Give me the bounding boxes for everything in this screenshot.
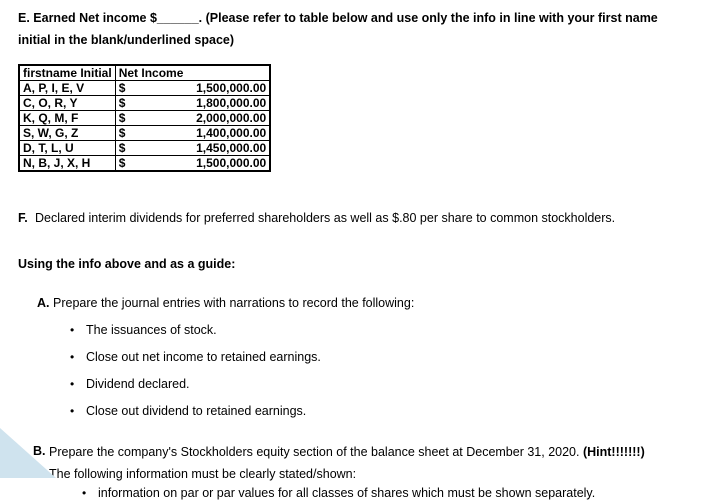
amount-cell: [115, 141, 270, 156]
task-a-bullet-text: Close out net income to retained earnings.: [86, 350, 321, 364]
bullet-icon: •: [70, 404, 75, 418]
currency-symbol: $: [118, 81, 126, 95]
task-a: [37, 293, 688, 314]
task-a-bullet: [70, 323, 688, 337]
question-f-label: F.: [18, 211, 28, 225]
guide-heading: Using the info above and as a guide:: [18, 257, 236, 271]
bullet-icon: •: [70, 377, 75, 391]
question-f-text: Declared interim dividends for preferred shareholders as well as $.80 per share to common stockholders.: [35, 211, 616, 225]
task-a-bullet: [70, 350, 688, 364]
initials-cell: D, T, L, U: [19, 141, 115, 156]
task-a-bullet: [70, 377, 688, 391]
question-e-text: E. Earned Net income $______. (Please refer to table below and use only the info in line with your first name initial in the blank/underlined space): [18, 11, 658, 47]
task-a-bullet: [70, 404, 688, 418]
task-a-label: A.: [37, 296, 50, 310]
bullet-icon: •: [82, 486, 87, 500]
hint-text: (Hint!!!!!!!): [582, 445, 645, 459]
table-row: [19, 126, 270, 141]
table-row: [19, 156, 270, 172]
task-b-label: B.: [33, 444, 46, 458]
currency-symbol: $: [118, 141, 126, 155]
initials-cell: C, O, R, Y: [19, 96, 115, 111]
amount-value: 1,400,000.00: [196, 126, 267, 140]
currency-symbol: $: [118, 156, 126, 170]
amount-value: 1,800,000.00: [196, 96, 267, 110]
currency-symbol: $: [118, 96, 126, 110]
initials-cell: K, Q, M, F: [19, 111, 115, 126]
task-b-text-after-hint: The following information must be clearly stated/shown:: [49, 467, 357, 481]
task-b-bullet-list: [82, 486, 688, 500]
table-row: [19, 111, 270, 126]
initials-cell: A, P, I, E, V: [19, 81, 115, 96]
task-b-text: [49, 441, 649, 485]
task-a-bullet-text: Dividend declared.: [86, 377, 190, 391]
task-a-bullet-text: The issuances of stock.: [86, 323, 217, 337]
question-f: [18, 208, 688, 229]
currency-symbol: $: [118, 111, 126, 125]
table-row: [19, 81, 270, 96]
amount-cell: [115, 111, 270, 126]
task-a-bullet-list: [70, 323, 688, 418]
amount-value: 1,450,000.00: [196, 141, 267, 155]
header-firstname-initial: firstname Initial: [19, 65, 115, 81]
task-a-bullet-text: Close out dividend to retained earnings.: [86, 404, 307, 418]
task-b-text-before-hint: Prepare the company's Stockholders equity section of the balance sheet at December 31, 2020.: [49, 445, 580, 459]
amount-value: 2,000,000.00: [196, 111, 267, 125]
task-a-text: Prepare the journal entries with narrations to record the following:: [53, 296, 415, 310]
corner-decoration-triangle: [0, 428, 56, 478]
initials-cell: N, B, J, X, H: [19, 156, 115, 172]
task-b-bullet: [82, 486, 688, 500]
currency-symbol: $: [118, 126, 126, 140]
initials-cell: S, W, G, Z: [19, 126, 115, 141]
amount-cell: [115, 81, 270, 96]
header-net-income: Net Income: [115, 65, 270, 81]
amount-cell: [115, 96, 270, 111]
amount-value: 1,500,000.00: [196, 156, 267, 170]
amount-value: 1,500,000.00: [196, 81, 267, 95]
task-b: [33, 441, 688, 485]
amount-cell: [115, 126, 270, 141]
table-header-row: [19, 65, 270, 81]
net-income-table: [18, 64, 271, 172]
amount-cell: [115, 156, 270, 172]
task-b-bullet-text: information on par or par values for all classes of shares which must be shown separately.: [98, 486, 596, 500]
bullet-icon: •: [70, 350, 75, 364]
table-row: [19, 141, 270, 156]
bullet-icon: •: [70, 323, 75, 337]
table-row: [19, 96, 270, 111]
